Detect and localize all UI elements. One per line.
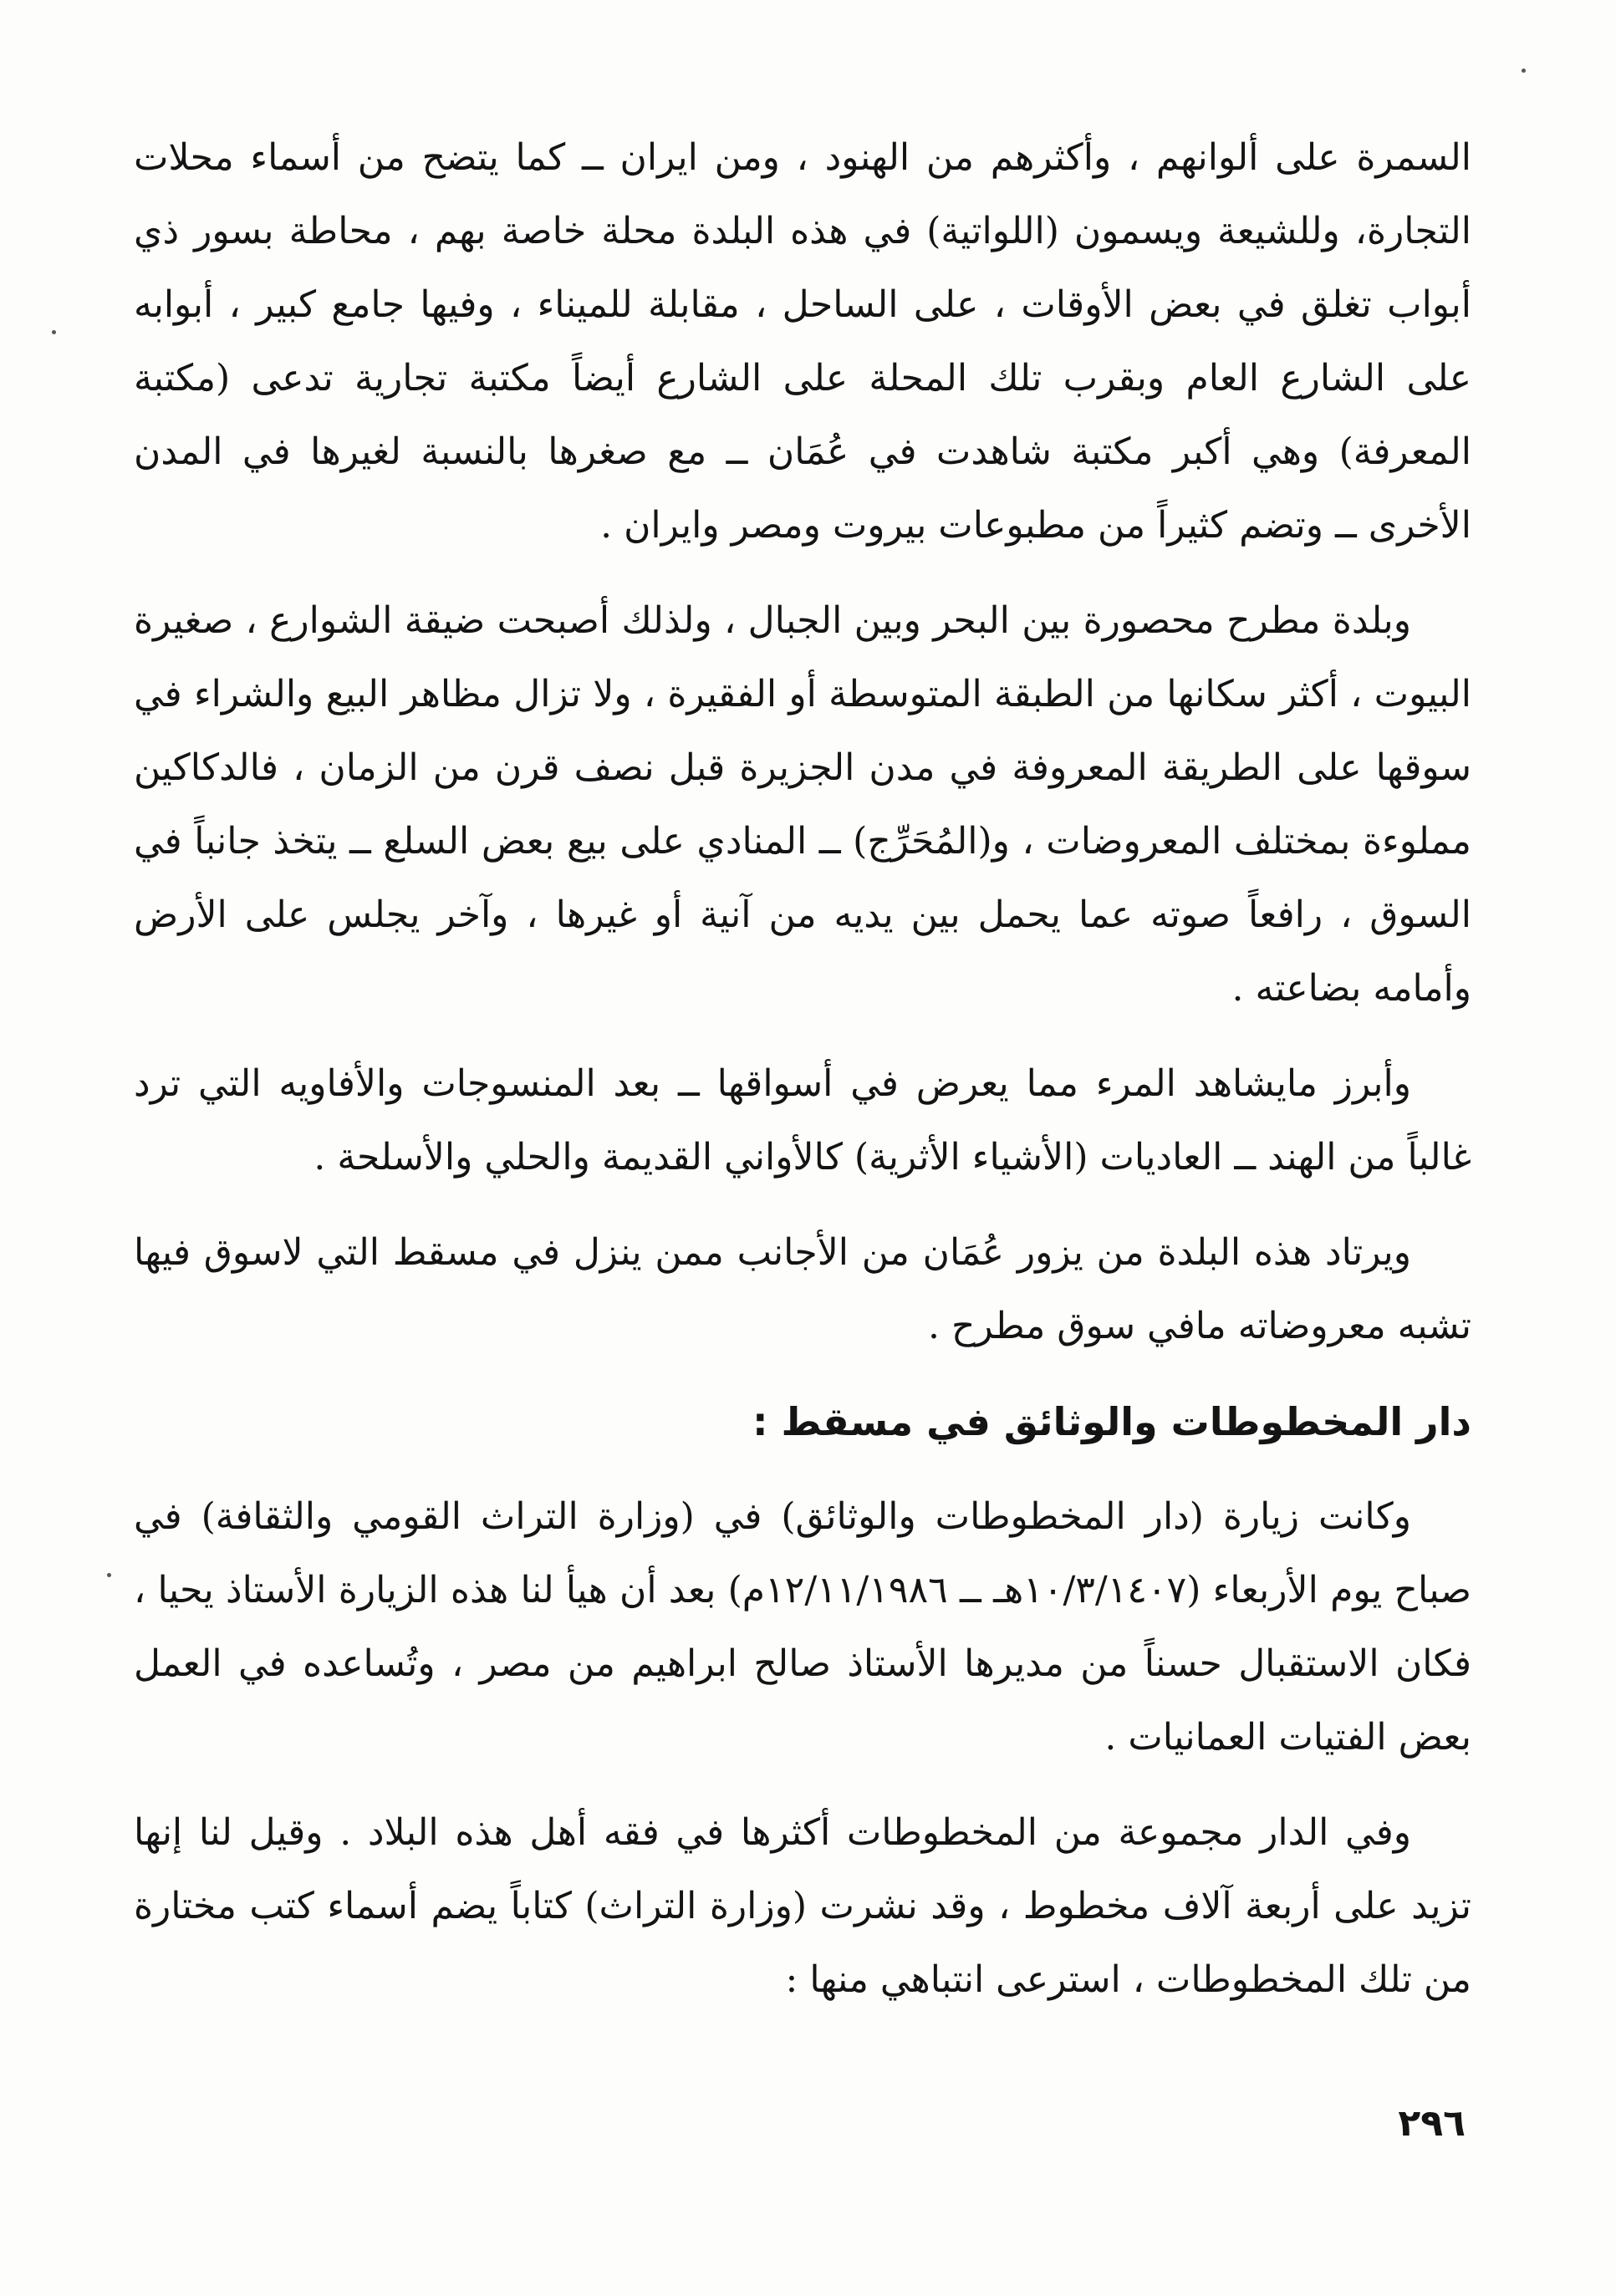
page-number: ٢٩٦ <box>1398 2102 1466 2145</box>
scan-speck <box>52 330 56 334</box>
paragraph-4: ويرتاد هذه البلدة من يزور عُمَان من الأجانب ممن ينزل في مسقط التي لاسوق فيها تشبه معروضاته مافي سوق مطرح . <box>134 1231 1471 1347</box>
paragraph-3: وأبرز مايشاهد المرء مما يعرض في أسواقها ــ بعد المنسوجات والأفاويه التي ترد غالباً من الهند ــ العاديات (الأشياء الأثرية) كالأواني القديمة والحلي والأسلحة . <box>134 1062 1471 1179</box>
scan-speck <box>1522 69 1526 73</box>
paragraph-2: وبلدة مطرح محصورة بين البحر وبين الجبال ، ولذلك أصبحت ضيقة الشوارع ، صغيرة البيوت ، أكثر سكانها من الطبقة المتوسطة أو الفقيرة ، ولا تزال مظاهر البيع والشراء في سوقها على الطريقة المعروفة في مدن الجزيرة قبل نصف قرن من الزمان ، فالدكاكين مملوءة بمختلف المعروضات ، و(المُحَرِّج) ــ المنادي على بيع بعض السلع ــ يتخذ جانباً في السوق ، رافعاً صوته عما يحمل بين يديه من آنية أو غيرها ، وآخر يجلس على الأرض وأمامه بضاعته . <box>134 599 1471 1010</box>
scan-speck <box>107 1573 111 1577</box>
body-text <box>134 121 1471 2039</box>
section-heading: دار المخطوطات والوثائق في مسقط : <box>752 1399 1471 1444</box>
paragraph-5: وكانت زيارة (دار المخطوطات والوثائق) في (وزارة التراث القومي والثقافة) في صباح يوم الأربعاء (١٠/٣/١٤٠٧هـ ــ ١٢/١١/١٩٨٦م) بعد أن هيأ لنا هذه الزيارة الأستاذ يحيا ، فكان الاستقبال حسناً من مديرها الأستاذ صالح ابراهيم من مصر ، وتُساعده في العمل بعض الفتيات العمانيات . <box>134 1495 1471 1759</box>
paragraph-1: السمرة على ألوانهم ، وأكثرهم من الهنود ، ومن ايران ــ كما يتضح من أسماء محلات التجارة، وللشيعة ويسمون (اللواتية) في هذه البلدة محلة خاصة بهم ، محاطة بسور ذي أبواب تغلق في بعض الأوقات ، على الساحل ، مقابلة للميناء ، وفيها جامع كبير ، أبوابه على الشارع العام وبقرب تلك المحلة على الشارع أيضاً مكتبة تجارية تدعى (مكتبة المعرفة) وهي أكبر مكتبة شاهدت في عُمَان ــ مع صغرها بالنسبة لغيرها في المدن الأخرى ــ وتضم كثيراً من مطبوعات بيروت ومصر وايران . <box>134 136 1471 547</box>
paragraph-6: وفي الدار مجموعة من المخطوطات أكثرها في فقه أهل هذه البلاد . وقيل لنا إنها تزيد على أربعة آلاف مخطوط ، وقد نشرت (وزارة التراث) كتاباً يضم أسماء كتب مختارة من تلك المخطوطات ، استرعى انتباهي منها : <box>134 1811 1471 2001</box>
